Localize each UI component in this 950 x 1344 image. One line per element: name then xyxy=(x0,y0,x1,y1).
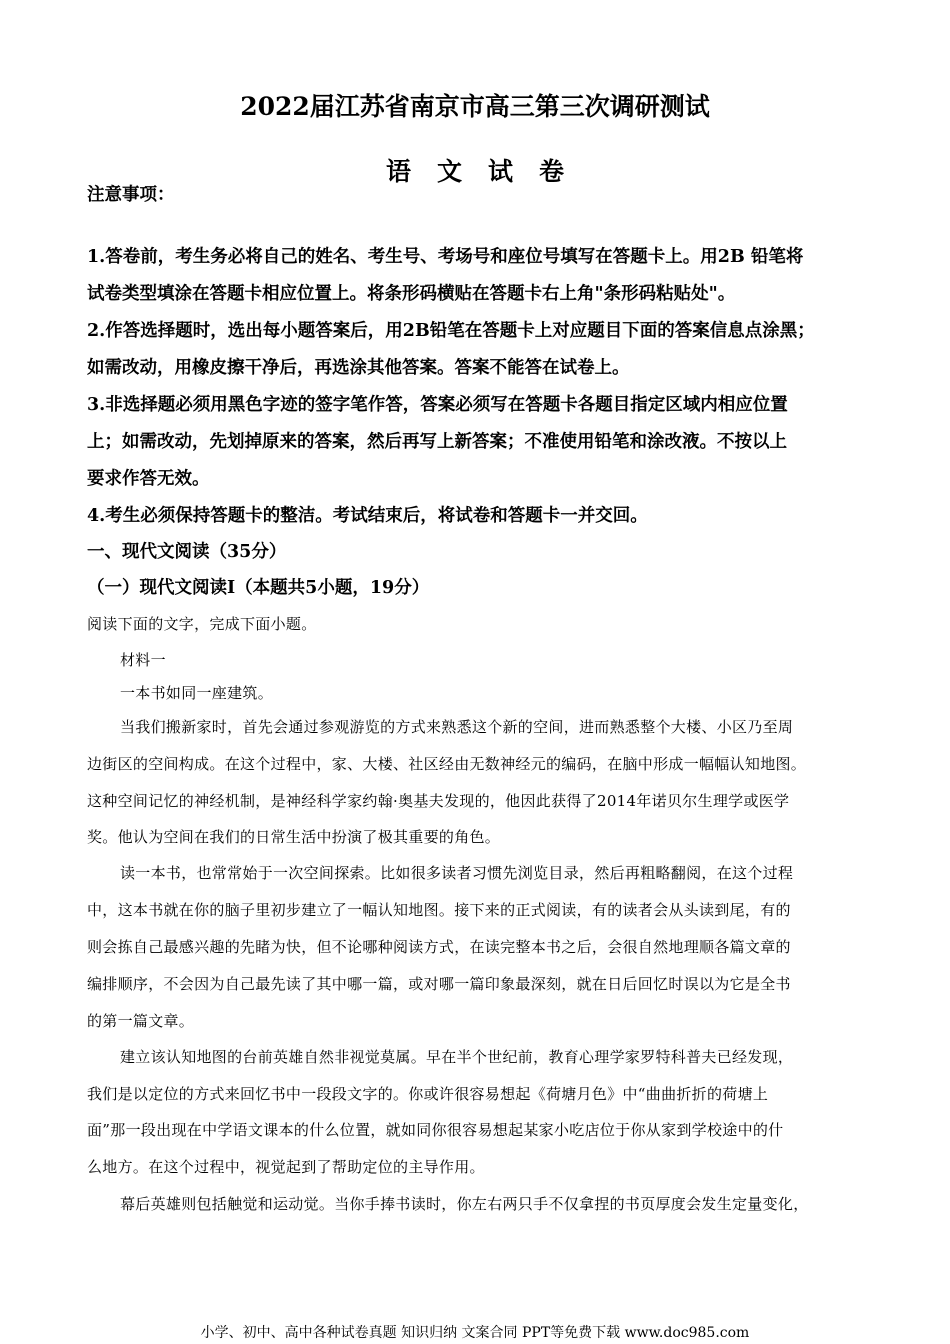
material-line: 当我们搬新家时，首先会通过参观游览的方式来熟悉这个新的空间，进而熟悉整个大楼、小区乃至周 xyxy=(120,718,794,736)
notice-line: 如需改动，用橡皮擦干净后，再选涂其他答案。答案不能答在试卷上。 xyxy=(87,358,630,378)
material-line: 一本书如同一座建筑。 xyxy=(120,684,274,702)
material-label: 材料一 xyxy=(120,651,166,669)
notice-line: 4.考生必须保持答题卡的整洁。考试结束后，将试卷和答题卡一并交回。 xyxy=(87,506,648,526)
material-line: 奖。他认为空间在我们的日常生活中扮演了极其重要的角色。 xyxy=(87,828,501,846)
material-line: 编排顺序，不会因为自己最先读了其中哪一篇，或对哪一篇印象最深刻，就在日后回忆时误以为它是全书 xyxy=(87,975,791,993)
material-line: 面”那一段出现在中学语文课本的什么位置，就如同你很容易想起某家小吃店位于你从家到学校途中的什 xyxy=(87,1121,784,1139)
notice-line: 试卷类型填涂在答题卡相应位置上。将条形码横贴在答题卡右上角"条形码粘贴处"。 xyxy=(87,284,736,304)
notice-line: 2.作答选择题时，选出每小题答案后，用2B铅笔在答题卡上对应题目下面的答案信息点涂黑； xyxy=(87,321,815,341)
section-heading: 一、现代文阅读（35分） xyxy=(87,542,287,562)
material-line: 中，这本书就在你的脑子里初步建立了一幅认知地图。接下来的正式阅读，有的读者会从头读到尾，有的 xyxy=(87,901,791,919)
exam-title: 2022届江苏省南京市高三第三次调研测试 xyxy=(240,92,710,121)
material-line: 边街区的空间构成。在这个过程中，家、大楼、社区经由无数神经元的编码，在脑中形成一幅幅认知地图。 xyxy=(87,755,807,773)
exam-subtitle: 语文试卷 xyxy=(385,157,590,186)
notice-line: 上；如需改动，先划掉原来的答案，然后再写上新答案；不准使用铅笔和涂改液。不按以上 xyxy=(87,432,787,452)
material-line: 幕后英雄则包括触觉和运动觉。当你手捧书读时，你左右两只手不仅拿捏的书页厚度会发生定量变化， xyxy=(120,1195,809,1213)
material-line: 的第一篇文章。 xyxy=(87,1012,195,1030)
material-line: 我们是以定位的方式来回忆书中一段段文字的。你或许很容易想起《荷塘月色》中“曲曲折折的荷塘上 xyxy=(87,1085,769,1103)
notice-heading: 注意事项： xyxy=(87,185,175,205)
notice-line: 3.非选择题必须用黑色字迹的签字笔作答，答案必须写在答题卡各题目指定区域内相应位置 xyxy=(87,395,788,415)
section-subheading: （一）现代文阅读Ⅰ（本题共5小题，19分） xyxy=(87,578,430,598)
page-footer: 小学、初中、高中各种试卷真题 知识归纳 文案合同 PPT等免费下载 www.doc985.com xyxy=(200,1325,750,1341)
material-line: 这种空间记忆的神经机制，是神经科学家约翰·奥基夫发现的，他因此获得了2014年诺贝尔生理学或医学 xyxy=(87,792,790,810)
material-line: 么地方。在这个过程中，视觉起到了帮助定位的主导作用。 xyxy=(87,1158,485,1176)
instruction-text: 阅读下面的文字，完成下面小题。 xyxy=(87,615,317,633)
notice-line: 要求作答无效。 xyxy=(87,469,210,489)
material-line: 读一本书，也常常始于一次空间探索。比如很多读者习惯先浏览目录，然后再粗略翻阅，在这个过程 xyxy=(120,864,794,882)
material-line: 建立该认知地图的台前英雄自然非视觉莫属。早在半个世纪前，教育心理学家罗特科普夫已经发现， xyxy=(120,1048,794,1066)
material-line: 则会拣自己最感兴趣的先睹为快，但不论哪种阅读方式，在读完整本书之后，会很自然地理顺各篇文章的 xyxy=(87,938,791,956)
notice-line: 1.答卷前，考生务必将自己的姓名、考生号、考场号和座位号填写在答题卡上。用2B 铅笔将 xyxy=(87,247,804,267)
